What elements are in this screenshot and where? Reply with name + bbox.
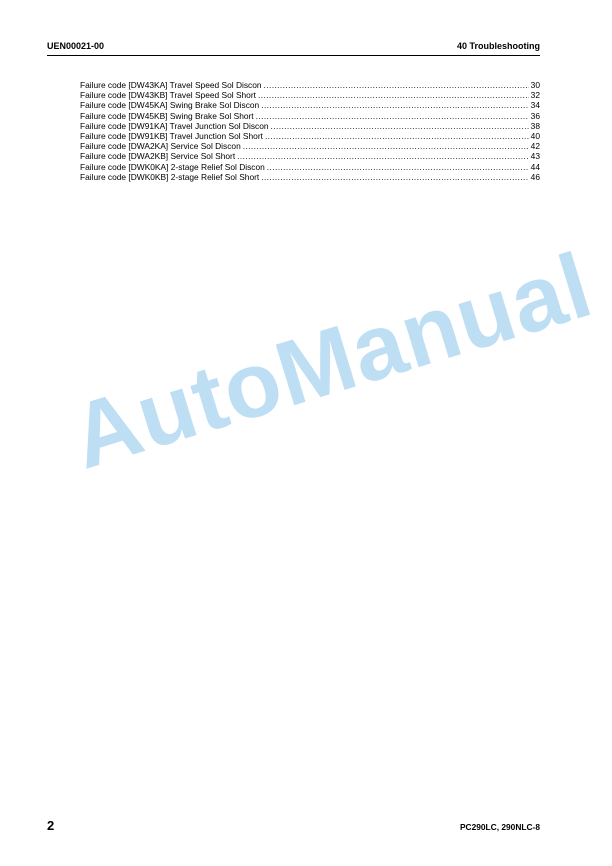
toc-entry-page: 40 [530,131,540,142]
toc-entry-title: Failure code [DW43KA] Travel Speed Sol Discon [80,80,262,90]
toc-entry-title: Failure code [DW45KA] Swing Brake Sol Discon [80,100,260,111]
toc-entry-title: Failure code [DW91KB] Travel Junction Sol Short [80,131,263,142]
toc-entry-page: 36 [530,110,540,121]
toc-entry-title: Failure code [DW45KB] Swing Brake Sol Short [80,110,254,121]
toc-entry-page: 34 [530,100,540,111]
toc-entry-page: 42 [530,141,540,152]
toc-entry-title: Failure code [DWA2KA] Service Sol Discon [80,141,241,152]
toc-leader-dots [264,80,529,90]
toc-leader-dots [237,151,529,161]
table-of-contents [80,80,540,182]
toc-entry[interactable] [80,172,540,182]
watermark: AutoManual [60,234,604,489]
toc-entry-page: 32 [530,90,540,101]
toc-entry-title: Failure code [DW43KB] Travel Speed Sol Short [80,90,256,101]
doc-code: UEN00021-00 [47,41,105,51]
toc-entry-title: Failure code [DWK0KB] 2-stage Relief Sol Short [80,171,260,182]
toc-leader-dots [261,172,528,182]
toc-entry[interactable] [80,90,540,100]
toc-entry-page: 46 [530,171,540,182]
toc-entry-page: 43 [530,151,540,162]
toc-leader-dots [243,141,529,151]
toc-entry[interactable] [80,131,540,141]
section-title: 40 Troubleshooting [456,41,540,51]
toc-leader-dots [258,90,529,100]
toc-entry[interactable] [80,141,540,151]
toc-leader-dots [265,131,529,141]
toc-entry-page: 38 [530,120,540,131]
page-header [47,36,540,56]
toc-entry[interactable] [80,80,540,90]
toc-leader-dots [256,111,529,121]
toc-entry-title: Failure code [DW91KA] Travel Junction Sol Discon [80,120,269,131]
toc-entry[interactable] [80,162,540,172]
toc-entry[interactable] [80,151,540,161]
page-number: 2 [47,818,55,833]
toc-entry-title: Failure code [DWA2KB] Service Sol Short [80,151,236,162]
toc-leader-dots [267,162,529,172]
toc-entry[interactable] [80,111,540,121]
model-name: PC290LC, 290NLC-8 [459,822,540,832]
toc-entry-page: 44 [530,161,540,172]
toc-entry[interactable] [80,100,540,110]
toc-entry-page: 30 [530,80,540,90]
toc-leader-dots [271,121,529,131]
toc-entry-title: Failure code [DWK0KA] 2-stage Relief Sol Discon [80,161,265,172]
toc-leader-dots [261,100,528,110]
toc-entry[interactable] [80,121,540,131]
